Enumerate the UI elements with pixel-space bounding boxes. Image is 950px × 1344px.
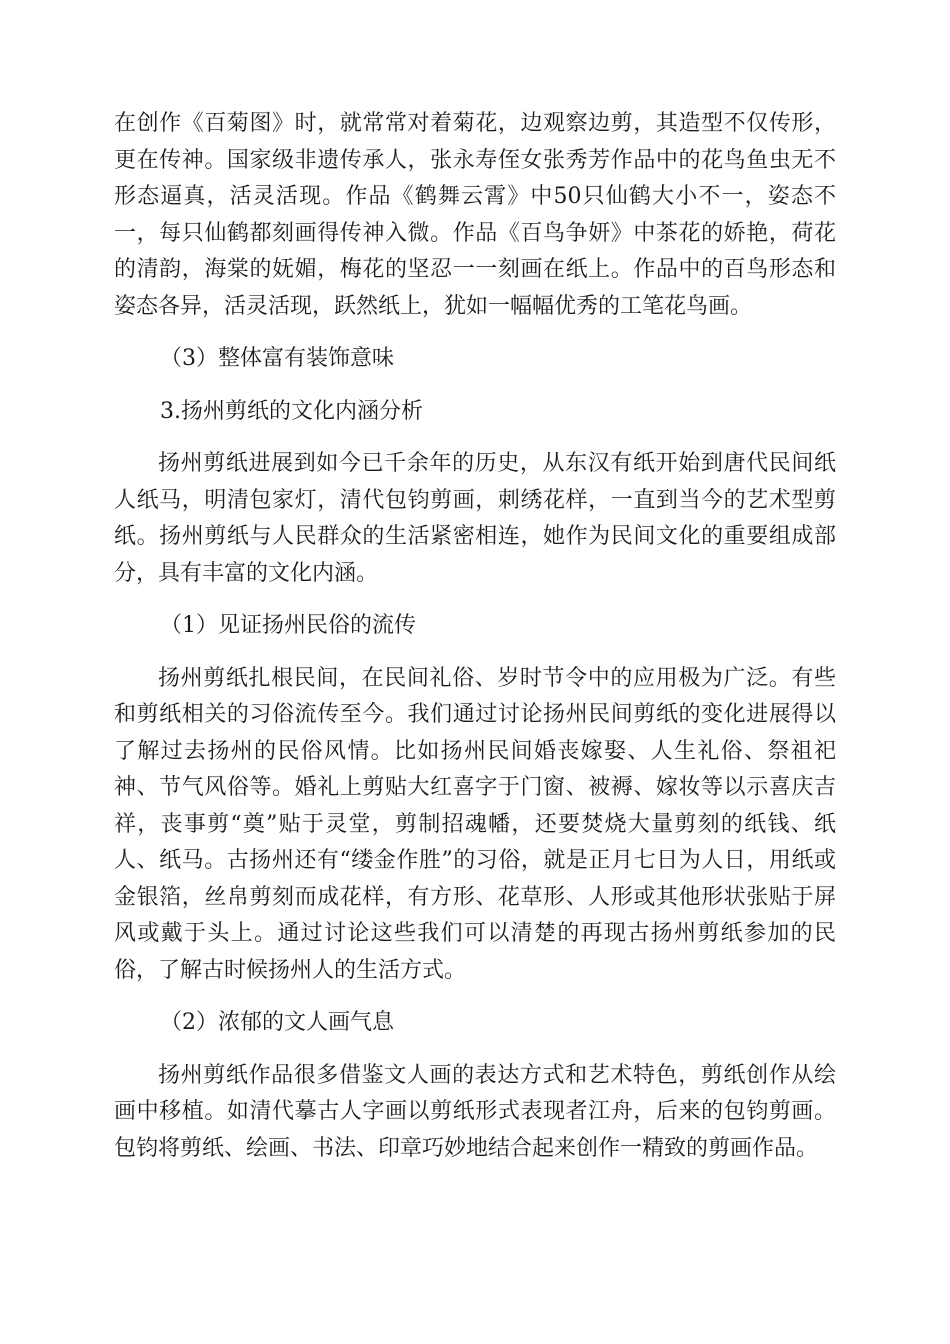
paragraph-history: 扬州剪纸进展到如今已千余年的历史，从东汉有纸开始到唐代民间纸人纸马，明清包家灯，清代包钧剪画，刺绣花样，一直到当今的艺术型剪纸。扬州剪纸与人民群众的生活紧密相连，她作为民间文化的重要组成部分，具有丰富的文化内涵。 [114,451,836,586]
paragraph-literati: 扬州剪纸作品很多借鉴文人画的表达方式和艺术特色，剪纸创作从绘画中移植。如清代摹古人字画以剪纸形式表现者江舟，后来的包钧剪画。包钧将剪纸、绘画、书法、印章巧妙地结合起来创作一精致的剪画作品。 [114,1062,836,1161]
document-body [114,106,836,1167]
subheading-literati: （2）浓郁的文人画气息 [160,1010,394,1035]
paragraph-continued: 在创作《百菊图》时，就常常对着菊花，边观察边剪，其造型不仅传形，更在传神。国家级非遗传承人，张永寿侄女张秀芳作品中的花鸟鱼虫无不形态逼真，活灵活现。作品《鹤舞云霄》中50只仙鹤大小不一，姿态不一，每只仙鹤都刻画得传神入微。作品《百鸟争妍》中茶花的娇艳，荷花的清韵，海棠的妩媚，梅花的坚忍一一刻画在纸上。作品中的百鸟形态和姿态各异，活灵活现，跃然纸上，犹如一幅幅优秀的工笔花鸟画。 [114,111,836,319]
subheading-decorative: （3）整体富有装饰意味 [160,346,394,371]
section-heading-cultural: 3.扬州剪纸的文化内涵分析 [160,398,423,424]
paragraph-folk-custom: 扬州剪纸扎根民间，在民间礼俗、岁时节令中的应用极为广泛。有些和剪纸相关的习俗流传至今。我们通过讨论扬州民间剪纸的变化进展得以了解过去扬州的民俗风情。比如扬州民间婚丧嫁娶、人生礼俗、祭祖祀神、节气风俗等。婚礼上剪贴大红喜字于门窗、被褥、嫁妆等以示喜庆吉祥，丧事剪“奠”贴于灵堂，剪制招魂幡，还要焚烧大量剪刻的纸钱、纸人、纸马。古扬州还有“缕金作胜”的习俗，就是正月七日为人日，用纸或金银箔，丝帛剪刻而成花样，有方形、花草形、人形或其他形状张贴于屏风或戴于头上。通过讨论这些我们可以清楚的再现古扬州剪纸参加的民俗，了解古时候扬州人的生活方式。 [114,665,836,983]
subheading-folk-custom: （1）见证扬州民俗的流传 [160,613,416,638]
